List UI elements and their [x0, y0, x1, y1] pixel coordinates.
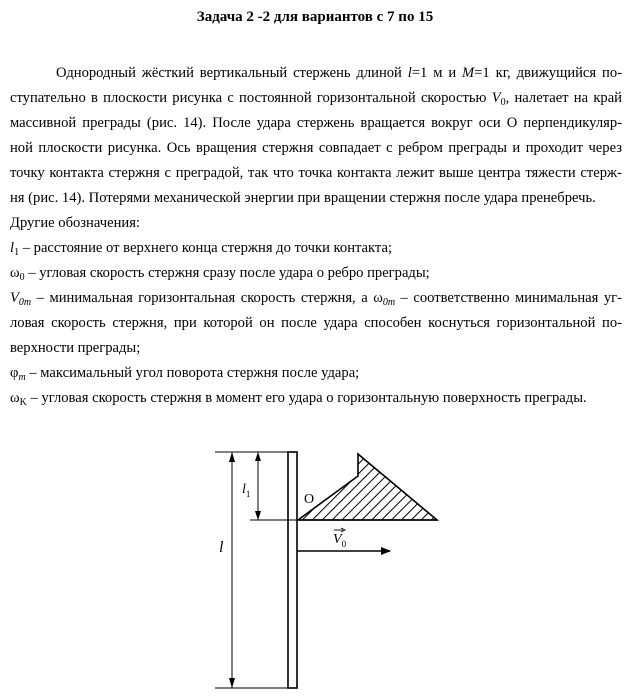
label-l1: $l_1$	[242, 482, 251, 499]
task-title: Задача 2 -2 для вариантов с 7 по 15	[196, 9, 434, 25]
definition-v0m-line-3: верхности преграды;	[10, 340, 141, 356]
paragraph-line-6: ня (рис. 14). Потерями механической энергии при вращении стержня после удара пренебречь.	[10, 190, 596, 206]
paragraph-line-5: точку контакта стержня с преградой, так что точка контакта лежит выше центра тяжести стерж-	[10, 165, 622, 181]
definition-v0m-line-1: $V_{0m}$ – минимальная горизонтальная скорость стержня, а $\omega_{0m}$ – соответственно минимальная уг-	[10, 290, 622, 308]
other-notation-heading: Другие обозначения:	[10, 215, 140, 231]
svg-text:V0: $V_0$	[333, 532, 347, 549]
label-V0	[333, 528, 347, 549]
dimension-l	[215, 452, 290, 688]
label-O: O	[304, 492, 315, 507]
paragraph-line-1: Однородный жёсткий вертикальный стержень длиной l=1 м и M=1 кг, движущийся по-	[56, 65, 622, 81]
paragraph-line-4: ной плоскости рисунка. Ось вращения стержня совпадает с ребром преграды и проходит через	[10, 140, 622, 156]
paragraph-line-2: ступательно в плоскости рисунка с постоянной горизонтальной скоростью $V_0$, налетает на край	[10, 90, 622, 108]
definition-l1: $l_1$ – расстояние от верхнего конца стержня до точки контакта;	[10, 240, 393, 258]
definition-v0m-line-2: ловая скорость стержня, при которой он после удара способен коснуться горизонтальной по-	[10, 315, 622, 331]
rod	[288, 452, 297, 688]
definition-phim: $\varphi_m$ – максимальный угол поворота стержня после удара;	[10, 365, 360, 383]
paragraph-line-3: массивной преграды (рис. 14). После удара стержень вращается вокруг оси О перпендикуляр-	[10, 115, 622, 131]
barrier	[298, 454, 437, 520]
label-l: l	[219, 539, 224, 556]
definition-omegak: $\omega_K$ – угловая скорость стержня в момент его удара о горизонтальную поверхность преграды.	[10, 390, 587, 408]
definition-omega0: $\omega_0$ – угловая скорость стержня сразу после удара о ребро преграды;	[10, 265, 430, 283]
